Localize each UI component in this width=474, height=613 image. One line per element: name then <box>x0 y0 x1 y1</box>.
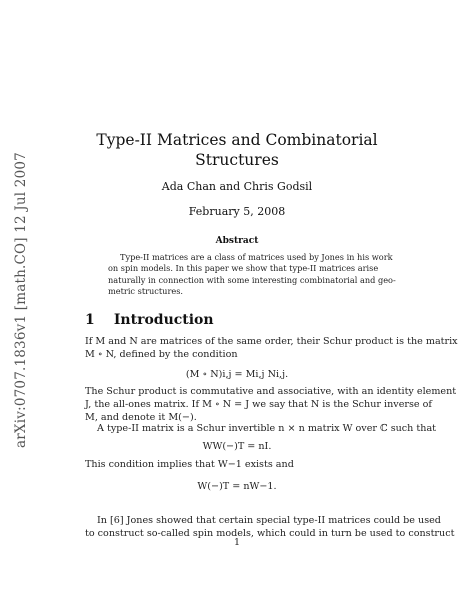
section-title: Introduction <box>113 312 214 328</box>
display-equation: W(−)T = nW−1. <box>197 481 277 492</box>
paper-title <box>0 130 474 170</box>
abstract-line: naturally in connection with some interesting combinatorial and geo- <box>108 274 396 285</box>
body-paragraph <box>85 386 457 424</box>
section-number: 1 <box>85 312 95 328</box>
abstract-heading: Abstract <box>215 236 259 246</box>
body-paragraph <box>85 423 437 436</box>
section-heading <box>85 312 214 328</box>
body-line: If M and N are matrices of the same order, their Schur product is the matrix <box>85 336 458 347</box>
arxiv-identifier-stamp <box>12 150 30 450</box>
page-number: 1 <box>233 537 241 548</box>
paper-date: February 5, 2008 <box>188 205 286 218</box>
title-line-2: Structures <box>195 151 279 169</box>
body-line: In [6] Jones showed that certain special type-II matrices could be used <box>97 515 441 526</box>
body-line: The Schur product is commutative and associative, with an identity element <box>85 386 457 397</box>
display-equation: (M ∘ N)i,j = Mi,j Ni,j. <box>185 369 289 380</box>
title-line-1: Type-II Matrices and Combinatorial <box>96 131 378 149</box>
body-line: J, the all-ones matrix. If M ∘ N = J we say that N is the Schur inverse of <box>85 398 432 410</box>
body-paragraph <box>85 336 458 362</box>
body-line: A type-II matrix is a Schur invertible n × n matrix W over ℂ such that <box>97 423 437 434</box>
body-line: M ∘ N, defined by the condition <box>85 348 238 360</box>
body-line: M, and denote it M(−). <box>85 411 197 423</box>
body-line: to construct so-called spin models, which could in turn be used to construct <box>85 527 455 539</box>
abstract-line: Type-II matrices are a class of matrices used by Jones in his work <box>120 252 393 262</box>
arxiv-identifier-text: arXiv:0707.1836v1 [math.CO] 12 Jul 2007 <box>13 152 30 448</box>
display-equation: WW(−)T = nI. <box>202 441 272 452</box>
body-line: This condition implies that W−1 exists and <box>85 459 294 470</box>
paper-authors: Ada Chan and Chris Godsil <box>161 180 313 193</box>
abstract-line: on spin models. In this paper we show that type-II matrices arise <box>108 263 379 274</box>
abstract-line: metric structures. <box>108 285 184 296</box>
body-paragraph <box>85 459 389 472</box>
abstract-body <box>108 252 396 297</box>
